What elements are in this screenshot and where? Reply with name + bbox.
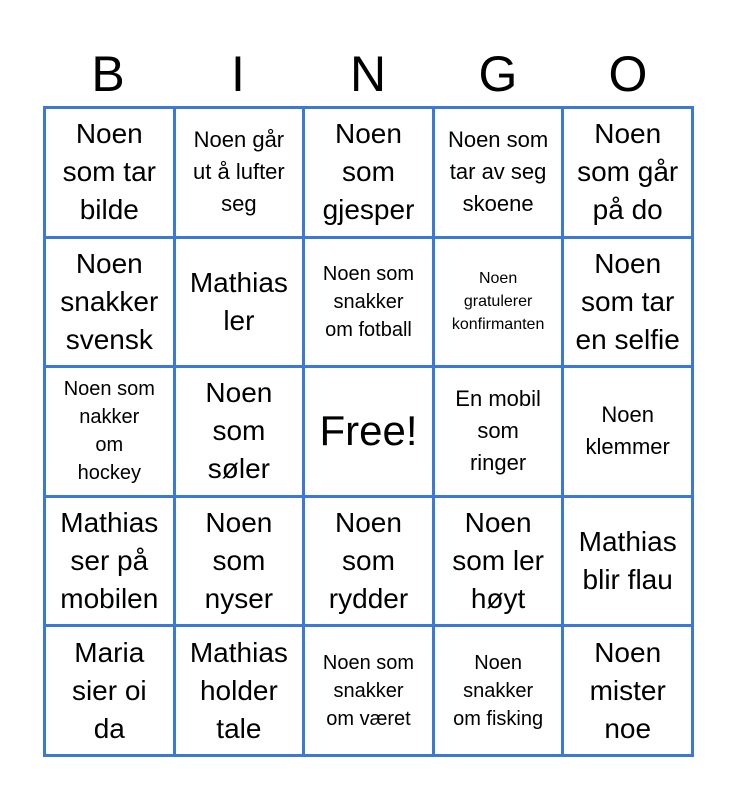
bingo-cell[interactable] xyxy=(46,627,173,754)
bingo-cell-text: Noen snakker om fisking xyxy=(453,651,544,730)
bingo-cell[interactable] xyxy=(435,627,562,754)
bingo-cell-text: Mathias ler xyxy=(189,266,288,336)
bingo-cell[interactable] xyxy=(305,498,432,625)
header-letter-o: O xyxy=(608,46,648,102)
bingo-grid xyxy=(43,106,694,757)
bingo-cell[interactable] xyxy=(46,239,173,366)
bingo-cell[interactable] xyxy=(435,239,562,366)
bingo-cell-text: Free! xyxy=(319,407,418,455)
bingo-header xyxy=(43,42,693,106)
bingo-cell-text: Noen som søler xyxy=(205,377,273,485)
bingo-cell[interactable] xyxy=(435,109,562,236)
bingo-cell-text: Noen som nyser xyxy=(204,507,274,615)
bingo-cell-text: Noen som nakker om hockey xyxy=(63,378,155,485)
bingo-cell[interactable] xyxy=(564,498,691,625)
bingo-cell[interactable] xyxy=(564,109,691,236)
bingo-cell-text: Noen som går på do xyxy=(577,118,679,226)
bingo-cell[interactable] xyxy=(176,498,303,625)
bingo-cell[interactable] xyxy=(176,368,303,495)
bingo-cell-text: Mathias ser på mobilen xyxy=(60,507,159,615)
bingo-cell-text: Noen klemmer xyxy=(585,402,670,460)
bingo-cell[interactable] xyxy=(564,627,691,754)
bingo-cell-text: Mathias blir flau xyxy=(578,526,677,596)
header-letter-b: B xyxy=(91,46,125,102)
bingo-cell-text: Noen gratulerer konfirmanten xyxy=(451,270,545,334)
bingo-cell[interactable] xyxy=(46,498,173,625)
bingo-cell-text: Noen som tar en selfie xyxy=(575,247,680,355)
bingo-cell-text: Mathias holder tale xyxy=(189,636,288,744)
bingo-cell-text: Noen som tar bilde xyxy=(62,118,156,226)
bingo-cell[interactable] xyxy=(564,368,691,495)
bingo-cell-text: Noen går ut å lufter seg xyxy=(193,127,285,217)
bingo-cell-text: Noen som snakker om været xyxy=(322,651,415,730)
bingo-cell-text: Noen som ler høyt xyxy=(452,507,544,615)
bingo-cell-text: En mobil som ringer xyxy=(455,386,541,476)
bingo-cell-text: Noen som tar av seg skoene xyxy=(447,127,549,217)
bingo-cell[interactable] xyxy=(305,109,432,236)
bingo-cell[interactable] xyxy=(305,239,432,366)
bingo-cell[interactable] xyxy=(46,109,173,236)
bingo-cell-text: Noen mister noe xyxy=(589,636,666,744)
bingo-cell[interactable] xyxy=(305,627,432,754)
bingo-cell[interactable] xyxy=(435,368,562,495)
bingo-cell[interactable] xyxy=(46,368,173,495)
header-letter-n: N xyxy=(349,46,387,102)
bingo-cell-text: Noen snakker svensk xyxy=(60,247,159,355)
bingo-cell[interactable] xyxy=(176,239,303,366)
bingo-cell[interactable] xyxy=(176,109,303,236)
bingo-cell-text: Noen som gjesper xyxy=(322,118,415,226)
bingo-cell-text: Noen som snakker om fotball xyxy=(322,262,415,341)
bingo-cell-text: Noen som rydder xyxy=(328,507,409,615)
free-cell[interactable] xyxy=(305,368,432,495)
header-letter-i: I xyxy=(231,46,245,102)
bingo-cell[interactable] xyxy=(435,498,562,625)
header-letter-g: G xyxy=(478,46,518,102)
bingo-cell-text: Maria sier oi da xyxy=(71,636,147,744)
bingo-cell[interactable] xyxy=(176,627,303,754)
bingo-cell[interactable] xyxy=(564,239,691,366)
